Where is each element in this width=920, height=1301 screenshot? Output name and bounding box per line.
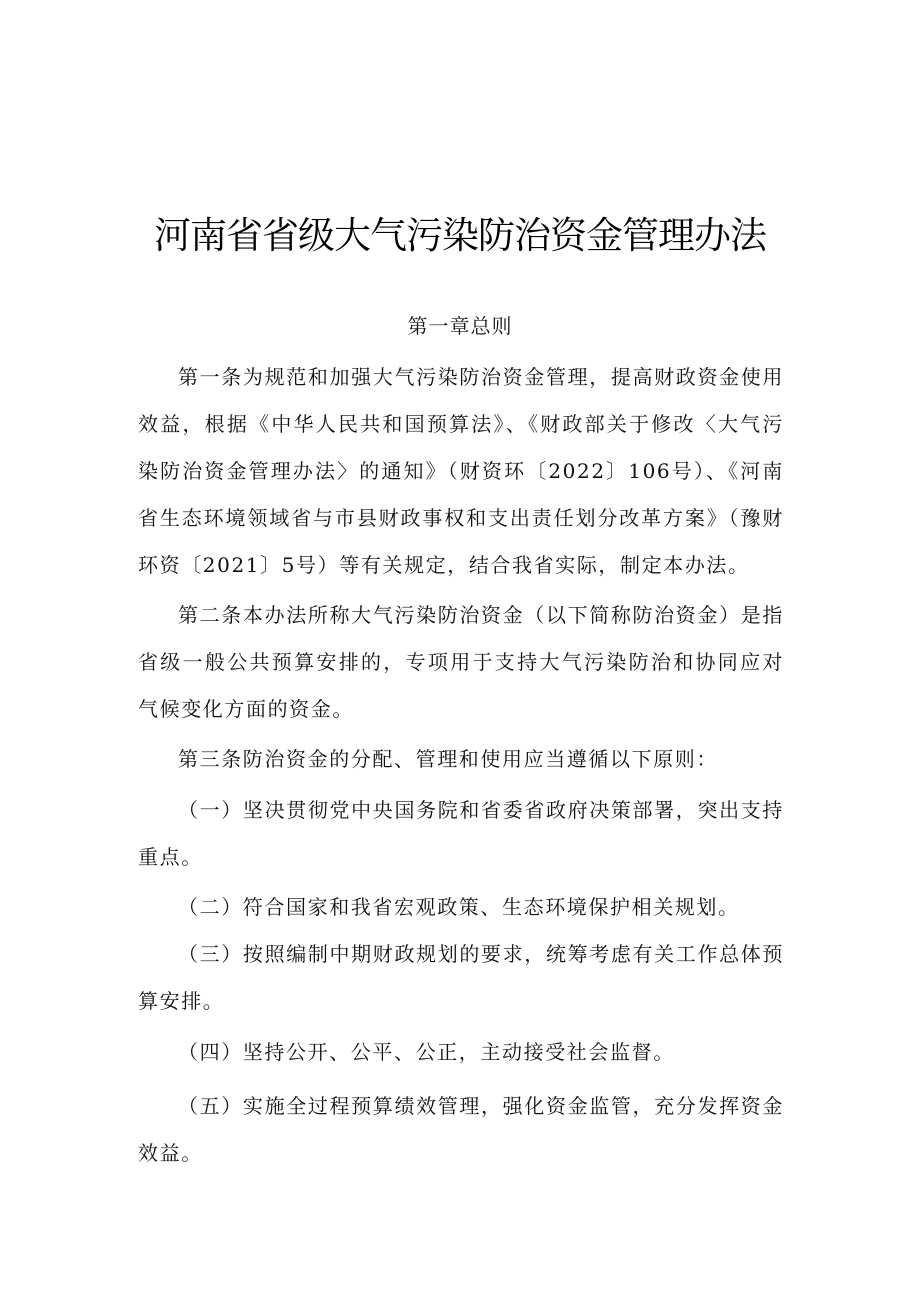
article-3-paragraph: 第三条防治资金的分配、管理和使用应当遵循以下原则：	[178, 747, 718, 771]
principle-5-paragraph: （五）实施全过程预算绩效管理，强化资金监管，充分发挥资金效益。	[138, 1094, 784, 1165]
chapter-heading: 第一章总则	[407, 314, 513, 338]
principle-2-paragraph: （二）符合国家和我省宏观政策、生态环境保护相关规划。	[178, 895, 740, 919]
principle-4-paragraph: （四）坚持公开、公平、公正，主动接受社会监督。	[178, 1040, 675, 1064]
article-2-paragraph: 第二条本办法所称大气污染防治资金（以下简称防治资金）是指省级一般公共预算安排的，专项用于支持大气污染防治和协同应对气候变化方面的资金。	[138, 603, 784, 721]
article-1-paragraph: 第一条为规范和加强大气污染防治资金管理，提高财政资金使用效益，根据《中华人民共和国预算法》、《财政部关于修改〈大气污染防治资金管理办法〉的通知》（财资环〔2022〕106号）、《河南省生态环境领域省与市县财政事权和支出责任划分改革方案》（豫财环资〔2021〕5号）等有关规定，结合我省实际，制定本办法。	[138, 365, 784, 577]
principle-1-paragraph: （一）坚决贯彻党中央国务院和省委省政府决策部署，突出支持重点。	[138, 798, 784, 869]
document-title: 河南省省级大气污染防治资金管理办法	[154, 214, 766, 257]
principle-3-paragraph: （三）按照编制中期财政规划的要求，统筹考虑有关工作总体预算安排。	[138, 942, 784, 1013]
